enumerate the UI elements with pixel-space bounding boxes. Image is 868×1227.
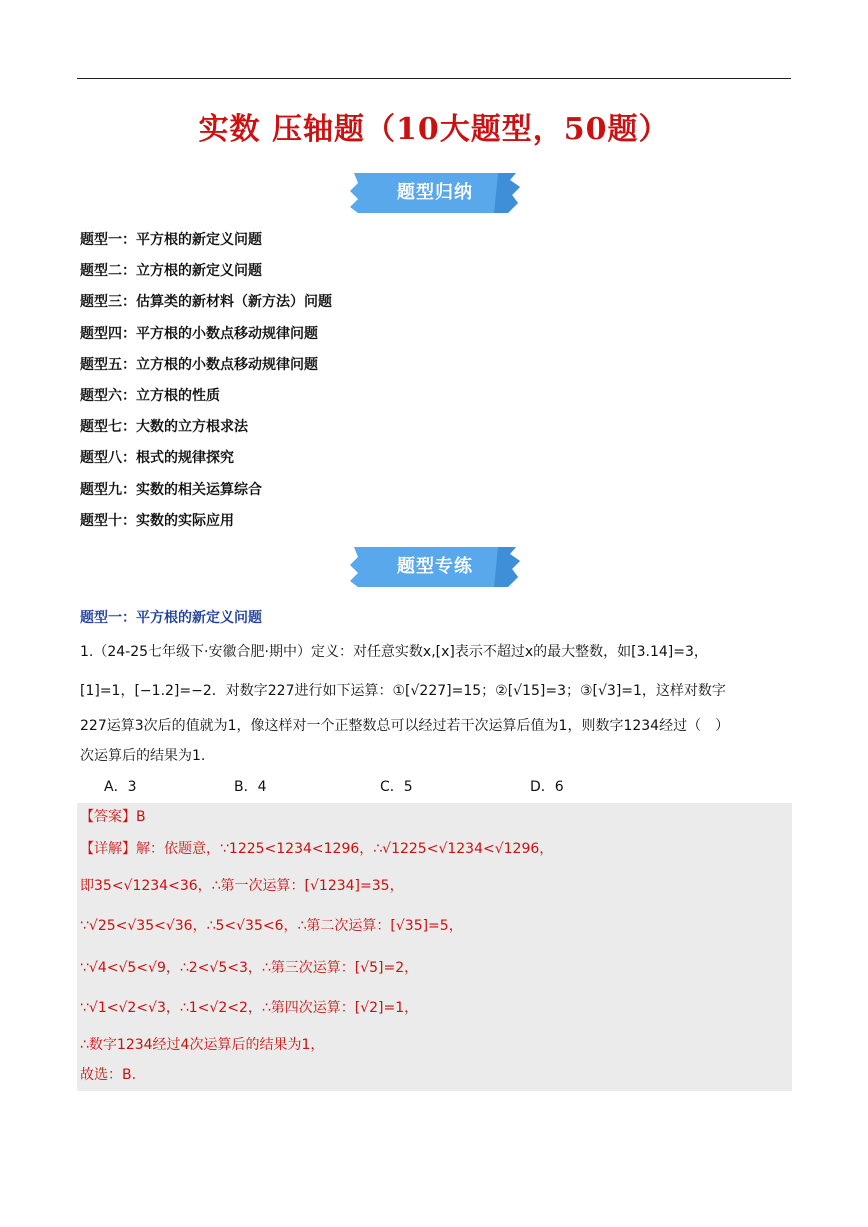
topic-item[interactable]: 题型六：立方根的性质 (80, 387, 220, 404)
answer-detail-line-6: ∴数字1234经过4次运算后的结果为1， (80, 1037, 325, 1053)
answer-detail-line-2: 即35<√1234<36，∴第一次运算：[√1234]=35， (80, 878, 404, 894)
topic-item[interactable]: 题型一：平方根的新定义问题 (80, 232, 262, 248)
banner-practice (348, 545, 522, 589)
section-heading: 题型一：平方根的新定义问题 (80, 610, 262, 626)
banner-summary (348, 171, 522, 215)
detail-label: 【详解】 (80, 841, 136, 857)
topic-item[interactable]: 题型八：根式的规律探究 (80, 450, 234, 467)
answer-detail-line-4: ∵√4<√5<√9，∴2<√5<3，∴第三次运算：[√5]=2， (80, 960, 419, 976)
topic-item[interactable]: 题型四：平方根的小数点移动规律问题 (80, 325, 318, 342)
question-line-3: 227运算3次后的值就为1，像这样对一个正整数总可以经过若干次运算后值为1，则数字1234经过（ ） (80, 718, 730, 734)
choice-d[interactable]: D．6 (530, 779, 564, 795)
banner-summary-label: 题型归纳 (397, 182, 473, 203)
page-title: 实数 压轴题（10大题型，50题） (198, 112, 670, 147)
answer-detail-line-7: 故选：B. (80, 1067, 137, 1083)
topic-item[interactable]: 题型二：立方根的新定义问题 (80, 263, 262, 280)
answer-detail-line-3: ∵√25<√35<√36，∴5<√35<6，∴第二次运算：[√35]=5， (80, 918, 463, 934)
answer-detail-line-1 (80, 838, 553, 858)
topic-item[interactable]: 题型五：立方根的小数点移动规律问题 (80, 356, 318, 373)
question-line-4: 次运算后的结果为1. (80, 748, 206, 764)
topic-item[interactable]: 题型三：估算类的新材料（新方法）问题 (80, 294, 332, 311)
banner-practice-label: 题型专练 (397, 556, 473, 577)
header-rule (77, 78, 791, 79)
topic-item[interactable]: 题型十：实数的实际应用 (80, 512, 234, 529)
choice-a[interactable]: A．3 (104, 779, 137, 795)
answer-detail-line-5: ∵√1<√2<√3，∴1<√2<2，∴第四次运算：[√2]=1， (80, 1000, 419, 1016)
answer-label: 【答案】B (80, 809, 146, 825)
question-line-1: 1.（24-25七年级下·安徽合肥·期中）定义：对任意实数x,[x]表示不超过x的最大整数，如[3.14]=3， (80, 644, 708, 660)
detail-text: 解：依题意，∵1225<1234<1296，∴√1225<√1234<√1296， (136, 841, 554, 857)
topic-list (80, 229, 332, 541)
topic-item[interactable]: 题型七：大数的立方根求法 (80, 419, 248, 436)
topic-item[interactable]: 题型九：实数的相关运算综合 (80, 481, 262, 498)
choice-c[interactable]: C．5 (380, 779, 413, 795)
question-line-2: [1]=1，[−1.2]=−2．对数字227进行如下运算：①[√227]=15；②[√15]=3；③[√3]=1，这样对数字 (80, 683, 726, 699)
choice-b[interactable]: B．4 (234, 779, 267, 795)
